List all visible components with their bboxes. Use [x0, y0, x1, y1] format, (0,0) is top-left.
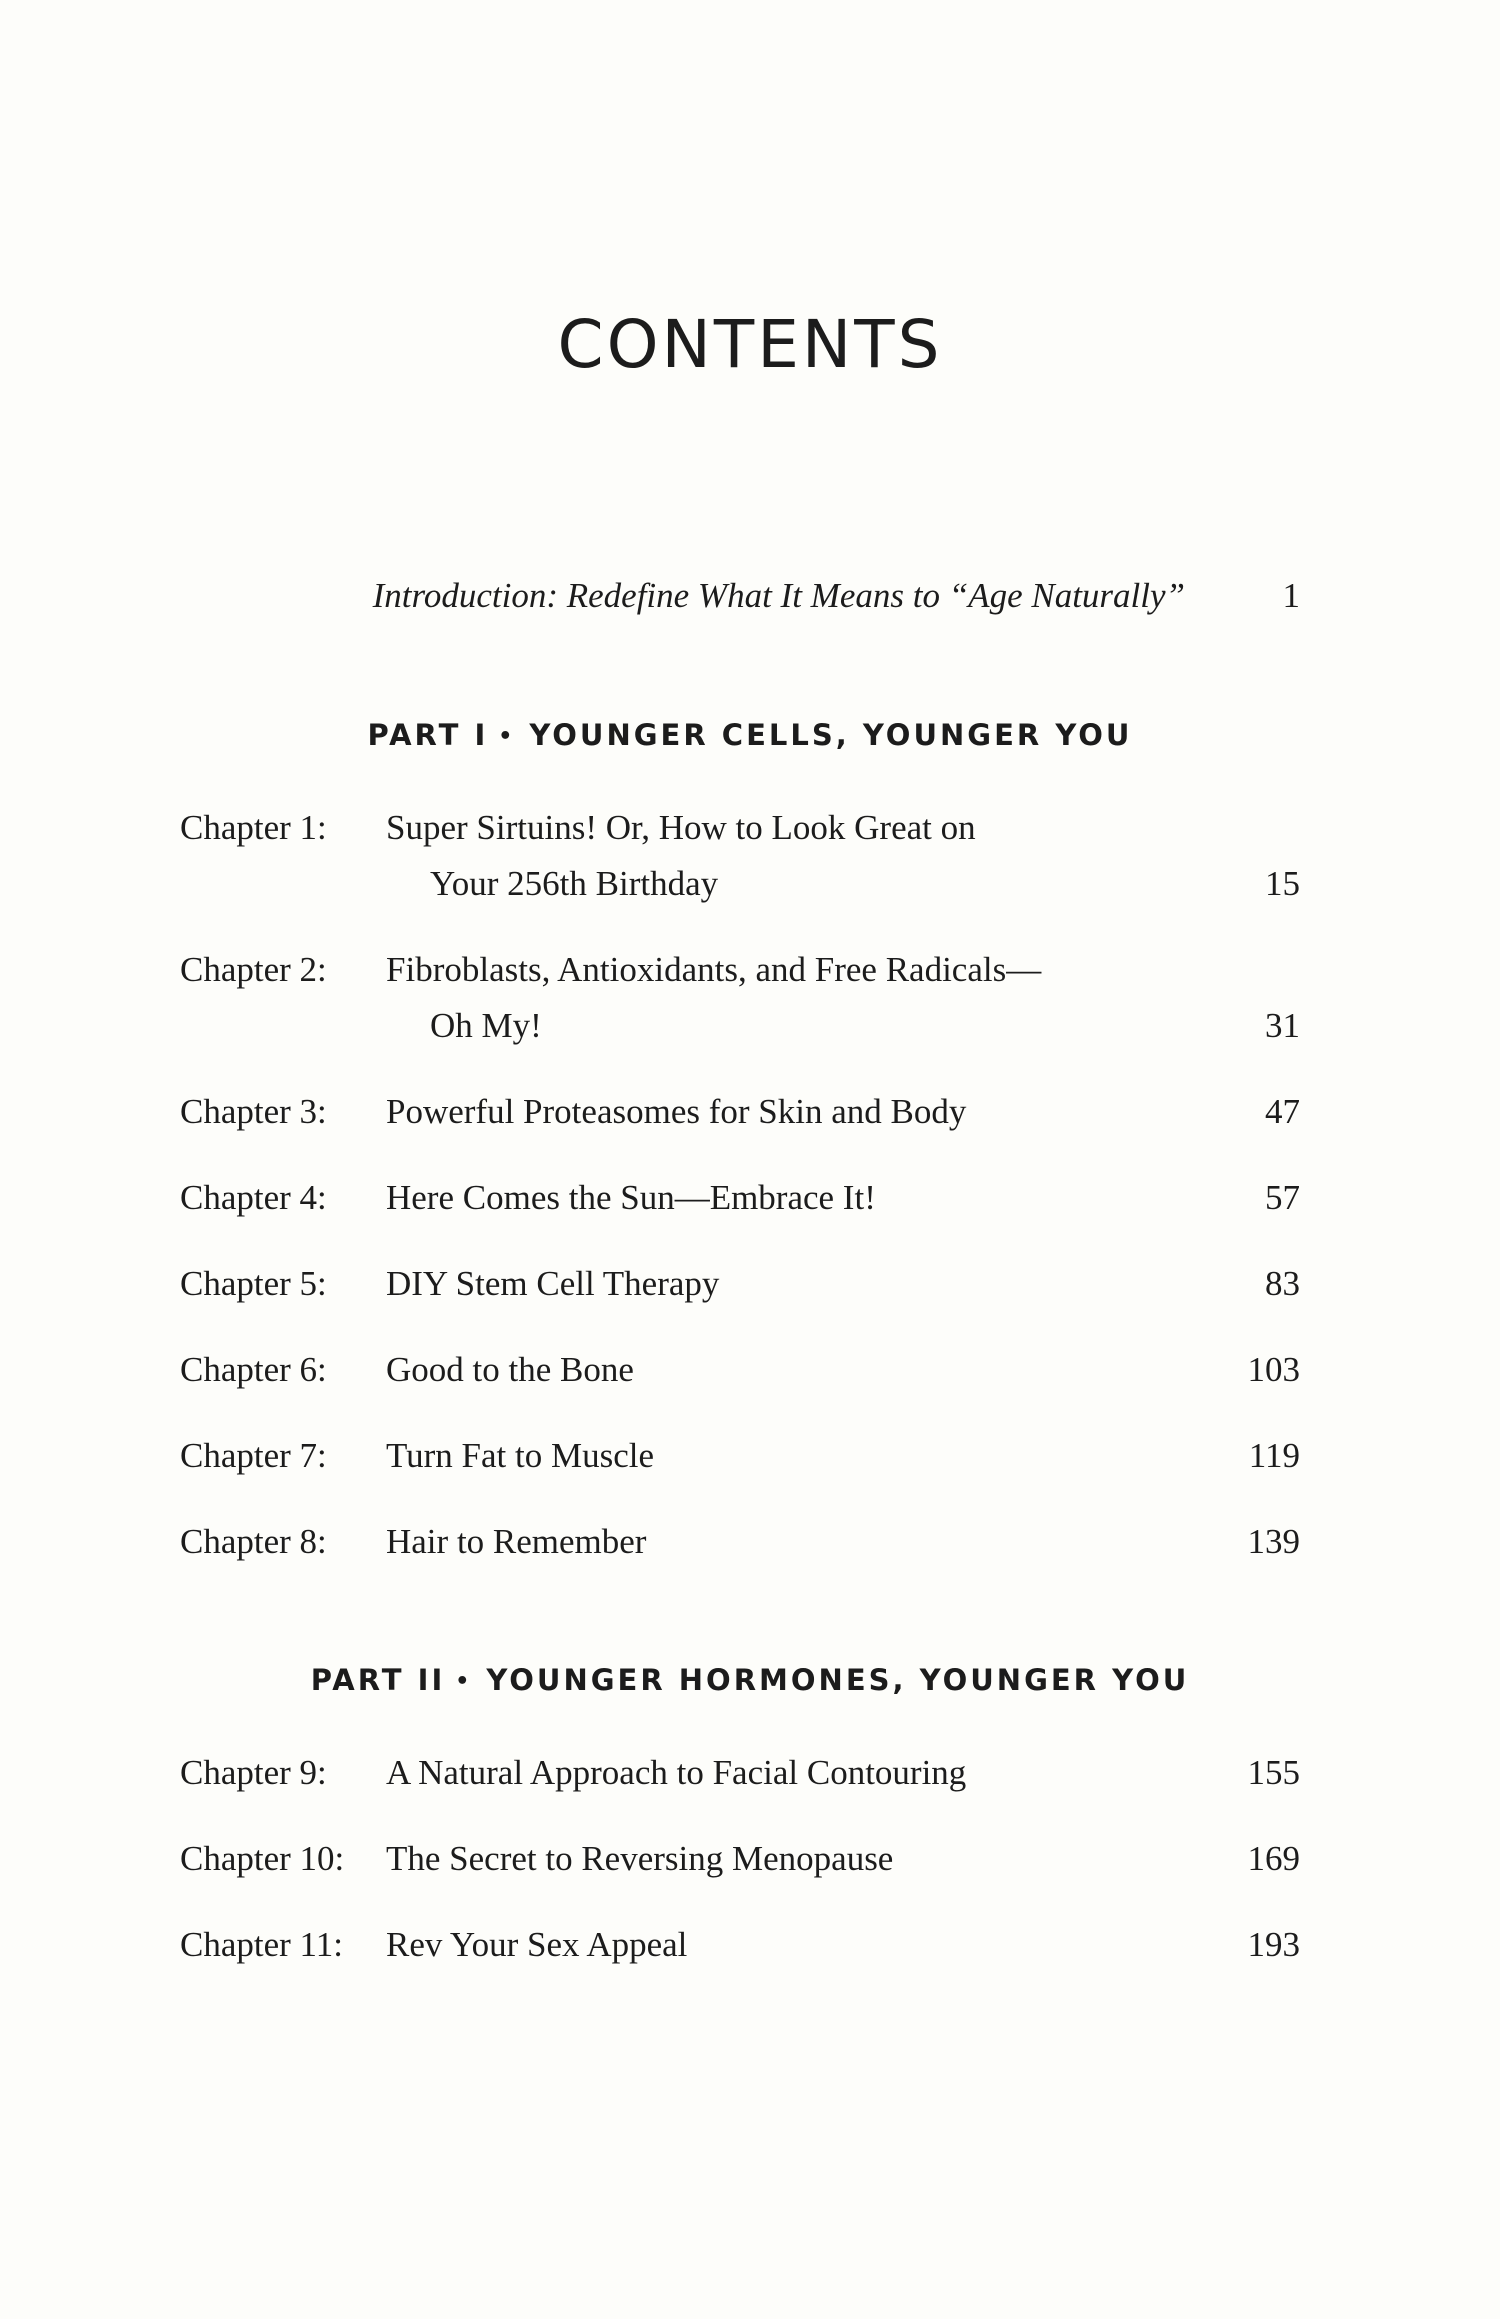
part-2-label: PART II	[310, 1663, 446, 1697]
chapter-page-number: 57	[1265, 1178, 1300, 1217]
chapter-label: Chapter 5:	[180, 1264, 327, 1303]
chapter-label: Chapter 4:	[180, 1178, 327, 1217]
chapter-title: Rev Your Sex Appeal	[386, 1925, 688, 1964]
chapter-title: The Secret to Reversing Menopause	[386, 1839, 894, 1878]
part-2-heading	[0, 1660, 1500, 1702]
chapter-label: Chapter 8:	[180, 1522, 327, 1561]
chapter-page-number: 31	[1265, 1006, 1300, 1045]
chapter-page-number: 155	[1247, 1753, 1300, 1792]
chapter-title-line-1: Fibroblasts, Antioxidants, and Free Radicals—	[386, 950, 1042, 989]
toc-entry-chapter-9[interactable]	[180, 1745, 1300, 1801]
chapter-page-number: 103	[1247, 1350, 1300, 1389]
chapter-title: Turn Fat to Muscle	[386, 1436, 655, 1475]
chapter-label: Chapter 7:	[180, 1436, 327, 1475]
chapter-label: Chapter 10:	[180, 1839, 345, 1878]
introduction-entry[interactable]	[180, 570, 1300, 622]
part-1-label: PART I	[367, 718, 489, 752]
chapter-page-number: 193	[1247, 1925, 1300, 1964]
toc-entry-chapter-3[interactable]	[180, 1084, 1300, 1140]
chapter-title: Here Comes the Sun—Embrace It!	[386, 1178, 876, 1217]
introduction-title: Introduction: Redefine What It Means to “Age Naturally”	[372, 576, 1185, 615]
chapter-title: Hair to Remember	[386, 1522, 647, 1561]
part-1-title: YOUNGER CELLS, YOUNGER YOU	[529, 718, 1133, 752]
chapter-title: Good to the Bone	[386, 1350, 634, 1389]
chapter-title-line-2: Your 256th Birthday	[430, 864, 719, 903]
toc-entry-chapter-11[interactable]	[180, 1917, 1300, 1973]
chapter-label: Chapter 6:	[180, 1350, 327, 1389]
chapter-label: Chapter 3:	[180, 1092, 327, 1131]
chapter-title: Powerful Proteasomes for Skin and Body	[386, 1092, 967, 1131]
toc-entry-chapter-4[interactable]	[180, 1170, 1300, 1226]
part-2-separator: •	[455, 1669, 473, 1694]
toc-entry-chapter-5[interactable]	[180, 1256, 1300, 1312]
chapter-label: Chapter 2:	[180, 950, 327, 989]
chapter-page-number: 15	[1265, 864, 1300, 903]
chapter-title-line-2: Oh My!	[430, 1006, 542, 1045]
toc-entry-chapter-2[interactable]	[180, 942, 1300, 1054]
page-title: CONTENTS	[557, 306, 943, 383]
part-2-title: YOUNGER HORMONES, YOUNGER YOU	[486, 1663, 1190, 1697]
chapter-page-number: 83	[1265, 1264, 1300, 1303]
chapter-page-number: 119	[1248, 1436, 1300, 1475]
chapter-label: Chapter 11:	[180, 1925, 343, 1964]
chapter-title: DIY Stem Cell Therapy	[386, 1264, 720, 1303]
chapter-title	[386, 942, 1041, 1054]
chapter-label: Chapter 1:	[180, 808, 327, 847]
part-1-heading	[0, 715, 1500, 757]
toc-entry-chapter-6[interactable]	[180, 1342, 1300, 1398]
chapter-page-number: 47	[1265, 1092, 1300, 1131]
chapter-label: Chapter 9:	[180, 1753, 327, 1792]
chapter-page-number: 169	[1247, 1839, 1300, 1878]
chapter-title	[386, 800, 976, 912]
toc-entry-chapter-7[interactable]	[180, 1428, 1300, 1484]
toc-entry-chapter-8[interactable]	[180, 1514, 1300, 1570]
chapter-page-number: 139	[1247, 1522, 1300, 1561]
chapter-title-line-1: Super Sirtuins! Or, How to Look Great on	[386, 808, 976, 847]
toc-entry-chapter-1[interactable]	[180, 800, 1300, 912]
chapter-title: A Natural Approach to Facial Contouring	[386, 1753, 967, 1792]
part-1-separator: •	[498, 724, 516, 749]
toc-entry-chapter-10[interactable]	[180, 1831, 1300, 1887]
introduction-page-number: 1	[1282, 576, 1300, 615]
